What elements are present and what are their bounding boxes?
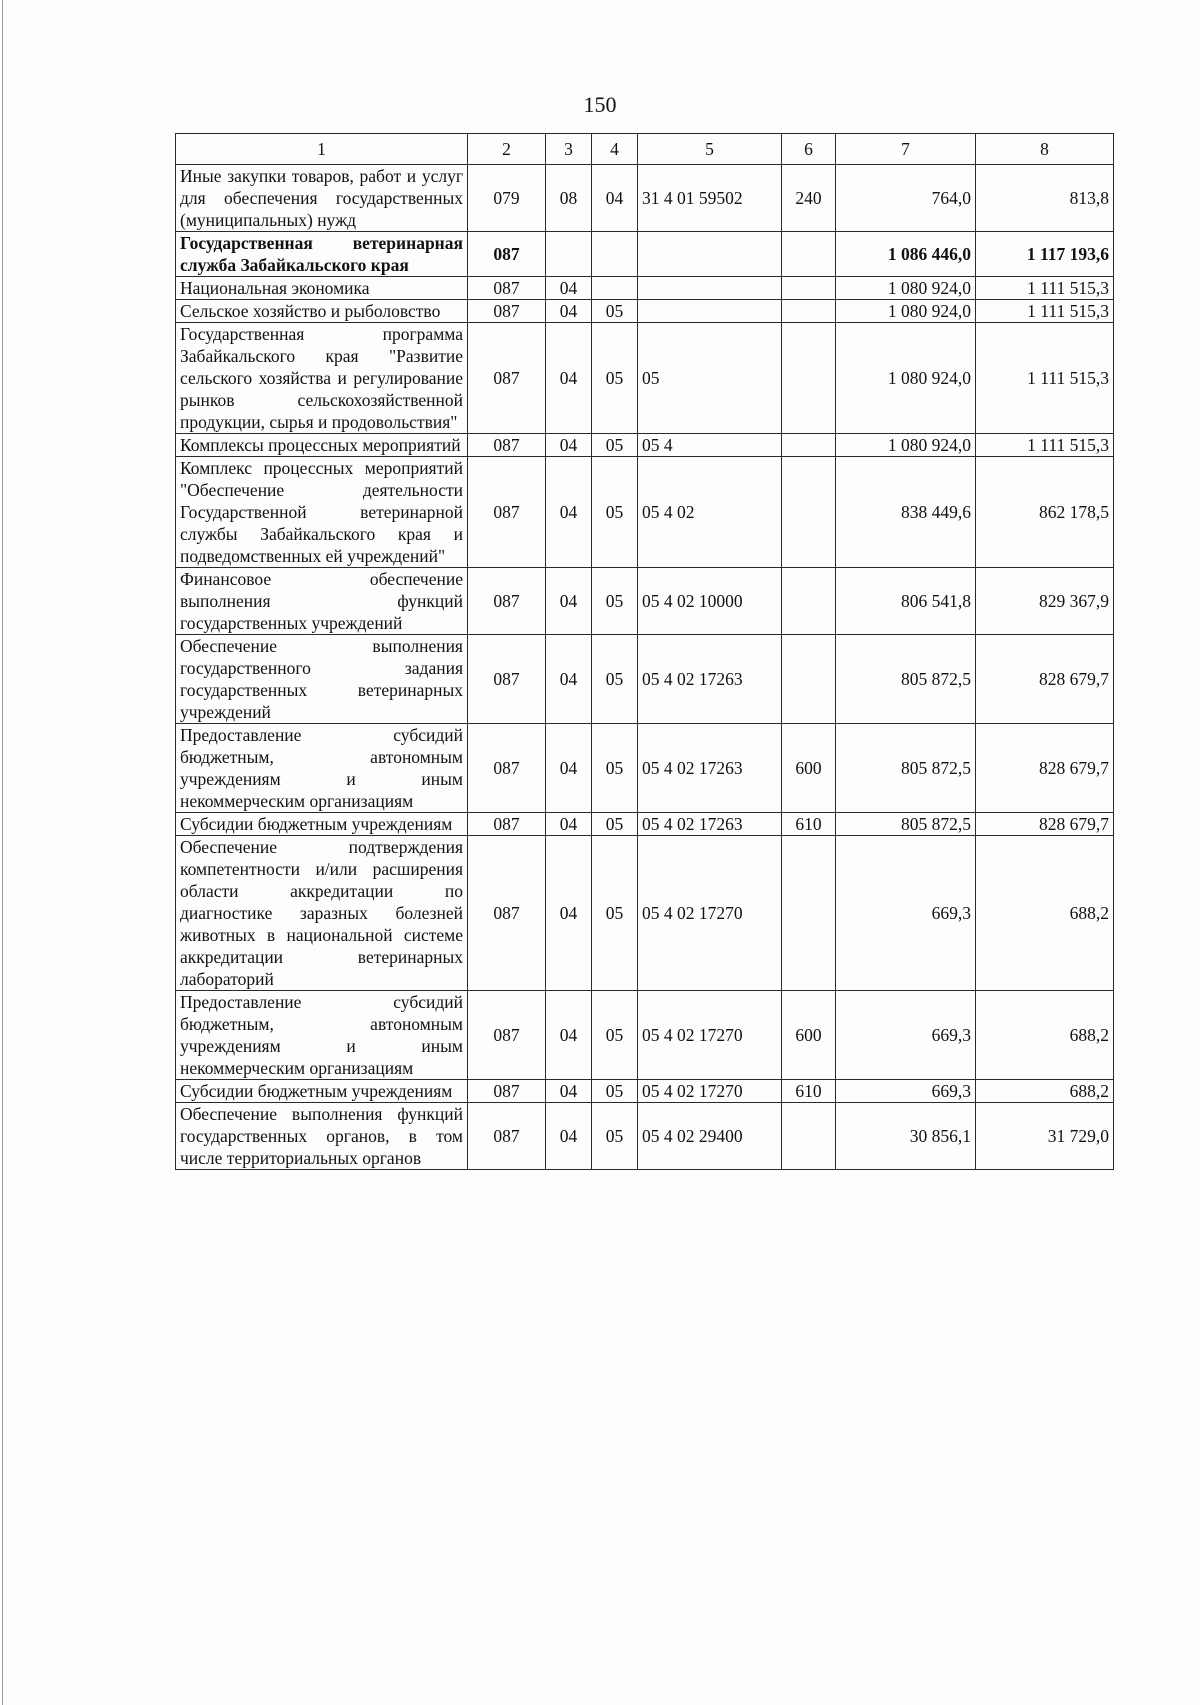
code-target-cell: 05 4 02 10000 (638, 568, 782, 635)
code-expense-type-cell (782, 457, 836, 568)
amount-col8-cell: 1 117 193,6 (976, 232, 1114, 277)
row-name-cell: Обеспечение выполнения государственного задания государственных ветеринарных учреждений (176, 635, 468, 724)
code-target-cell (638, 300, 782, 323)
code-subsection-cell: 05 (592, 323, 638, 434)
amount-col7-cell: 1 080 924,0 (836, 323, 976, 434)
table-row (176, 232, 1114, 277)
code-expense-type-cell (782, 434, 836, 457)
code-admin-cell: 087 (468, 323, 546, 434)
code-section-cell: 04 (546, 300, 592, 323)
code-admin-cell: 087 (468, 635, 546, 724)
code-admin-cell: 087 (468, 836, 546, 991)
amount-col8-cell: 829 367,9 (976, 568, 1114, 635)
table-row (176, 300, 1114, 323)
code-expense-type-cell (782, 635, 836, 724)
column-header: 1 (176, 134, 468, 165)
code-section-cell: 04 (546, 724, 592, 813)
code-expense-type-cell: 600 (782, 991, 836, 1080)
table-row (176, 724, 1114, 813)
code-expense-type-cell: 240 (782, 165, 836, 232)
amount-col7-cell: 806 541,8 (836, 568, 976, 635)
column-header: 8 (976, 134, 1114, 165)
amount-col7-cell: 669,3 (836, 836, 976, 991)
code-section-cell: 04 (546, 323, 592, 434)
table-row (176, 813, 1114, 836)
code-expense-type-cell (782, 836, 836, 991)
amount-col8-cell: 828 679,7 (976, 635, 1114, 724)
code-admin-cell: 087 (468, 457, 546, 568)
code-section-cell: 04 (546, 434, 592, 457)
code-subsection-cell: 05 (592, 836, 638, 991)
amount-col7-cell: 764,0 (836, 165, 976, 232)
table-row (176, 434, 1114, 457)
scan-page-edge (2, 0, 3, 1705)
code-subsection-cell: 05 (592, 457, 638, 568)
code-admin-cell: 087 (468, 300, 546, 323)
code-subsection-cell: 05 (592, 635, 638, 724)
code-expense-type-cell: 600 (782, 724, 836, 813)
code-admin-cell: 087 (468, 724, 546, 813)
row-name-cell: Иные закупки товаров, работ и услуг для обеспечения государственных (муниципальных) нужд (176, 165, 468, 232)
amount-col7-cell: 805 872,5 (836, 813, 976, 836)
row-name-cell: Субсидии бюджетным учреждениям (176, 813, 468, 836)
row-name-cell: Обеспечение выполнения функций государственных органов, в том числе территориальных органов (176, 1103, 468, 1170)
code-target-cell: 05 4 02 29400 (638, 1103, 782, 1170)
code-target-cell: 05 4 02 (638, 457, 782, 568)
code-section-cell: 08 (546, 165, 592, 232)
code-target-cell: 05 4 02 17270 (638, 1080, 782, 1103)
code-target-cell: 05 4 02 17270 (638, 836, 782, 991)
code-section-cell: 04 (546, 991, 592, 1080)
code-subsection-cell (592, 232, 638, 277)
code-subsection-cell: 05 (592, 724, 638, 813)
code-target-cell: 05 (638, 323, 782, 434)
code-admin-cell: 087 (468, 813, 546, 836)
row-name-cell: Предоставление субсидий бюджетным, автономным учреждениям и иным некоммерческим организациям (176, 991, 468, 1080)
code-target-cell: 05 4 02 17263 (638, 813, 782, 836)
amount-col8-cell: 688,2 (976, 836, 1114, 991)
amount-col7-cell: 669,3 (836, 1080, 976, 1103)
amount-col8-cell: 1 111 515,3 (976, 300, 1114, 323)
row-name-cell: Комплекс процессных мероприятий "Обеспечение деятельности Государственной ветеринарной службы Забайкальского края и подведомственных ей учреждений" (176, 457, 468, 568)
amount-col8-cell: 1 111 515,3 (976, 323, 1114, 434)
table-row (176, 323, 1114, 434)
table-row (176, 457, 1114, 568)
budget-table (175, 133, 1114, 1170)
amount-col8-cell: 1 111 515,3 (976, 277, 1114, 300)
amount-col8-cell: 688,2 (976, 991, 1114, 1080)
code-section-cell: 04 (546, 813, 592, 836)
code-admin-cell: 087 (468, 991, 546, 1080)
code-target-cell: 05 4 (638, 434, 782, 457)
code-admin-cell: 087 (468, 1080, 546, 1103)
amount-col8-cell: 688,2 (976, 1080, 1114, 1103)
code-subsection-cell: 05 (592, 1080, 638, 1103)
code-admin-cell: 087 (468, 434, 546, 457)
row-name-cell: Предоставление субсидий бюджетным, автономным учреждениям и иным некоммерческим организациям (176, 724, 468, 813)
header-row (176, 134, 1114, 165)
code-target-cell (638, 277, 782, 300)
code-section-cell: 04 (546, 1103, 592, 1170)
code-expense-type-cell (782, 300, 836, 323)
table-row (176, 836, 1114, 991)
amount-col7-cell: 1 086 446,0 (836, 232, 976, 277)
column-header: 7 (836, 134, 976, 165)
row-name-cell: Обеспечение подтверждения компетентности и/или расширения области аккредитации по диагностике заразных болезней животных в национальной системе аккредитации ветеринарных лабораторий (176, 836, 468, 991)
row-name-cell: Национальная экономика (176, 277, 468, 300)
table-row (176, 165, 1114, 232)
amount-col8-cell: 828 679,7 (976, 813, 1114, 836)
amount-col7-cell: 30 856,1 (836, 1103, 976, 1170)
code-expense-type-cell (782, 568, 836, 635)
column-header: 5 (638, 134, 782, 165)
row-name-cell: Комплексы процессных мероприятий (176, 434, 468, 457)
amount-col7-cell: 838 449,6 (836, 457, 976, 568)
table-body (176, 165, 1114, 1170)
row-name-cell: Государственная ветеринарная служба Забайкальского края (176, 232, 468, 277)
code-section-cell: 04 (546, 836, 592, 991)
table-row (176, 277, 1114, 300)
amount-col8-cell: 862 178,5 (976, 457, 1114, 568)
table-row (176, 991, 1114, 1080)
code-subsection-cell: 05 (592, 991, 638, 1080)
code-subsection-cell: 05 (592, 300, 638, 323)
column-header: 6 (782, 134, 836, 165)
amount-col7-cell: 805 872,5 (836, 635, 976, 724)
amount-col8-cell: 31 729,0 (976, 1103, 1114, 1170)
code-target-cell (638, 232, 782, 277)
code-expense-type-cell (782, 1103, 836, 1170)
code-admin-cell: 087 (468, 568, 546, 635)
code-expense-type-cell: 610 (782, 813, 836, 836)
row-name-cell: Сельское хозяйство и рыболовство (176, 300, 468, 323)
code-admin-cell: 087 (468, 277, 546, 300)
code-subsection-cell (592, 277, 638, 300)
code-subsection-cell: 05 (592, 568, 638, 635)
table-row (176, 635, 1114, 724)
table-row (176, 1080, 1114, 1103)
amount-col7-cell: 1 080 924,0 (836, 434, 976, 457)
code-section-cell: 04 (546, 635, 592, 724)
code-target-cell: 05 4 02 17263 (638, 724, 782, 813)
amount-col7-cell: 1 080 924,0 (836, 277, 976, 300)
code-target-cell: 05 4 02 17263 (638, 635, 782, 724)
column-header: 4 (592, 134, 638, 165)
code-admin-cell: 087 (468, 1103, 546, 1170)
code-section-cell: 04 (546, 277, 592, 300)
amount-col8-cell: 1 111 515,3 (976, 434, 1114, 457)
code-subsection-cell: 05 (592, 1103, 638, 1170)
table-row (176, 568, 1114, 635)
code-expense-type-cell (782, 277, 836, 300)
code-expense-type-cell: 610 (782, 1080, 836, 1103)
column-header: 2 (468, 134, 546, 165)
amount-col7-cell: 669,3 (836, 991, 976, 1080)
code-subsection-cell: 04 (592, 165, 638, 232)
amount-col8-cell: 828 679,7 (976, 724, 1114, 813)
code-section-cell: 04 (546, 568, 592, 635)
page-number: 150 (583, 92, 617, 117)
row-name-cell: Государственная программа Забайкальского края "Развитие сельского хозяйства и регулирование рынков сельскохозяйственной продукции, сырья и продовольствия" (176, 323, 468, 434)
row-name-cell: Финансовое обеспечение выполнения функций государственных учреждений (176, 568, 468, 635)
code-target-cell: 05 4 02 17270 (638, 991, 782, 1080)
code-subsection-cell: 05 (592, 434, 638, 457)
code-admin-cell: 079 (468, 165, 546, 232)
code-expense-type-cell (782, 323, 836, 434)
amount-col7-cell: 1 080 924,0 (836, 300, 976, 323)
code-subsection-cell: 05 (592, 813, 638, 836)
row-name-cell: Субсидии бюджетным учреждениям (176, 1080, 468, 1103)
table-row (176, 1103, 1114, 1170)
code-target-cell: 31 4 01 59502 (638, 165, 782, 232)
code-section-cell: 04 (546, 1080, 592, 1103)
column-header: 3 (546, 134, 592, 165)
amount-col7-cell: 805 872,5 (836, 724, 976, 813)
code-section-cell: 04 (546, 457, 592, 568)
amount-col8-cell: 813,8 (976, 165, 1114, 232)
code-section-cell (546, 232, 592, 277)
code-admin-cell: 087 (468, 232, 546, 277)
code-expense-type-cell (782, 232, 836, 277)
